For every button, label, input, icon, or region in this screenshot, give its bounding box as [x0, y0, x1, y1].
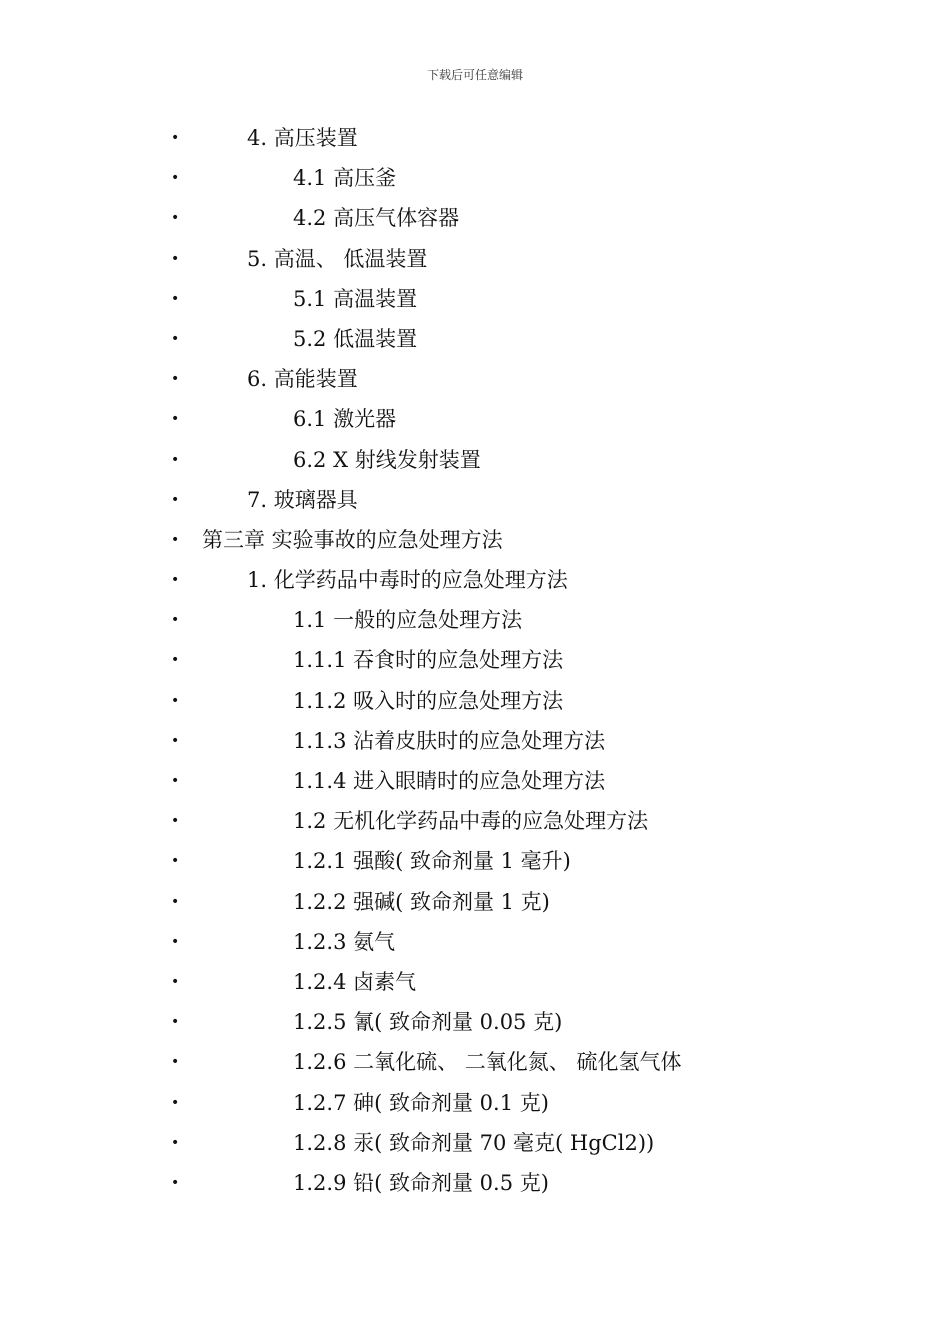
toc-item [0, 279, 950, 319]
toc-item-text: 第三章 实验事故的应急处理方法 [202, 527, 503, 552]
toc-item [0, 841, 950, 881]
toc-item [0, 440, 950, 480]
toc-item [0, 882, 950, 922]
toc-item [0, 520, 950, 560]
toc-item-text: 1.2.8 汞( 致命剂量 70 毫克( HgCl2)) [293, 1130, 655, 1155]
toc-item-text: 4.1 高压釜 [293, 166, 397, 191]
bullet-icon: • [171, 491, 180, 508]
toc-item [0, 560, 950, 600]
bullet-icon: • [171, 933, 180, 950]
toc-item-text: 1.2.1 强酸( 致命剂量 1 毫升) [293, 849, 571, 874]
toc-item-text: 4.2 高压气体容器 [293, 206, 460, 231]
table-of-contents [0, 118, 950, 1203]
toc-item-text: 5.2 低温装置 [293, 326, 418, 351]
toc-item [0, 681, 950, 721]
toc-item [0, 239, 950, 279]
toc-item [0, 158, 950, 198]
bullet-icon: • [171, 1094, 180, 1111]
bullet-icon: • [171, 692, 180, 709]
toc-item [0, 1123, 950, 1163]
toc-item-text: 1.2.4 卤素气 [293, 969, 417, 994]
toc-item-text: 1.2.7 砷( 致命剂量 0.1 克) [293, 1090, 549, 1115]
toc-item-text: 1.2.9 铅( 致命剂量 0.5 克) [293, 1170, 549, 1195]
toc-item [0, 922, 950, 962]
bullet-icon: • [171, 411, 180, 428]
bullet-icon: • [171, 973, 180, 990]
toc-item-text: 5. 高温、 低温装置 [247, 246, 428, 271]
page-header: 下载后可任意编辑 [426, 68, 523, 82]
bullet-icon: • [171, 652, 180, 669]
toc-item [0, 761, 950, 801]
toc-item-text: 1.2.6 二氧化硫、 二氧化氮、 硫化氢气体 [293, 1050, 682, 1075]
bullet-icon: • [171, 773, 180, 789]
toc-item-text: 7. 玻璃器具 [247, 487, 358, 512]
bullet-icon: • [171, 250, 180, 267]
bullet-icon: • [171, 612, 180, 629]
bullet-icon: • [171, 371, 180, 388]
bullet-icon: • [171, 531, 180, 548]
toc-item [0, 600, 950, 640]
bullet-icon: • [171, 210, 180, 227]
toc-item [0, 721, 950, 761]
toc-item-text: 1.2.3 氨气 [293, 929, 396, 954]
bullet-icon: • [171, 813, 180, 830]
toc-item [0, 1083, 950, 1123]
toc-item-text: 1.1.4 进入眼睛时的应急处理方法 [293, 769, 606, 793]
bullet-icon: • [171, 1054, 180, 1071]
toc-item-text: 6.1 激光器 [293, 407, 397, 432]
toc-item [0, 399, 950, 439]
toc-item [0, 640, 950, 680]
toc-item [0, 801, 950, 841]
toc-item-text: 4. 高压装置 [247, 126, 358, 150]
toc-item-text: 5.1 高温装置 [293, 286, 418, 311]
toc-item [0, 198, 950, 238]
toc-item [0, 1042, 950, 1082]
toc-item-text: 1.1.2 吸入时的应急处理方法 [293, 688, 564, 713]
toc-item [0, 319, 950, 359]
toc-item [0, 118, 950, 158]
toc-item-text: 1.1.3 沾着皮肤时的应急处理方法 [293, 728, 606, 753]
toc-item-text: 1.1 一般的应急处理方法 [293, 608, 523, 633]
toc-item-text: 1.2.5 氰( 致命剂量 0.05 克) [293, 1010, 563, 1035]
bullet-icon: • [171, 1134, 180, 1151]
toc-item [0, 480, 950, 520]
bullet-icon: • [171, 732, 180, 749]
toc-item-text: 6.2 X 射线发射装置 [293, 447, 481, 472]
bullet-icon: • [171, 170, 180, 187]
bullet-icon: • [171, 130, 180, 146]
toc-item-text: 1.2.2 强碱( 致命剂量 1 克) [293, 889, 550, 914]
toc-item-text: 1.1.1 吞食时的应急处理方法 [293, 648, 564, 673]
bullet-icon: • [171, 330, 180, 347]
bullet-icon: • [171, 451, 180, 468]
bullet-icon: • [171, 290, 180, 307]
toc-item [0, 962, 950, 1002]
toc-item [0, 359, 950, 399]
toc-item [0, 1163, 950, 1203]
toc-item-text: 1. 化学药品中毒时的应急处理方法 [247, 568, 568, 593]
bullet-icon: • [171, 1174, 180, 1191]
toc-item-text: 1.2 无机化学药品中毒的应急处理方法 [293, 809, 649, 834]
bullet-icon: • [171, 893, 180, 910]
toc-item [0, 1002, 950, 1042]
bullet-icon: • [171, 1014, 180, 1031]
toc-item-text: 6. 高能装置 [247, 367, 358, 392]
bullet-icon: • [171, 853, 180, 870]
bullet-icon: • [171, 572, 180, 589]
